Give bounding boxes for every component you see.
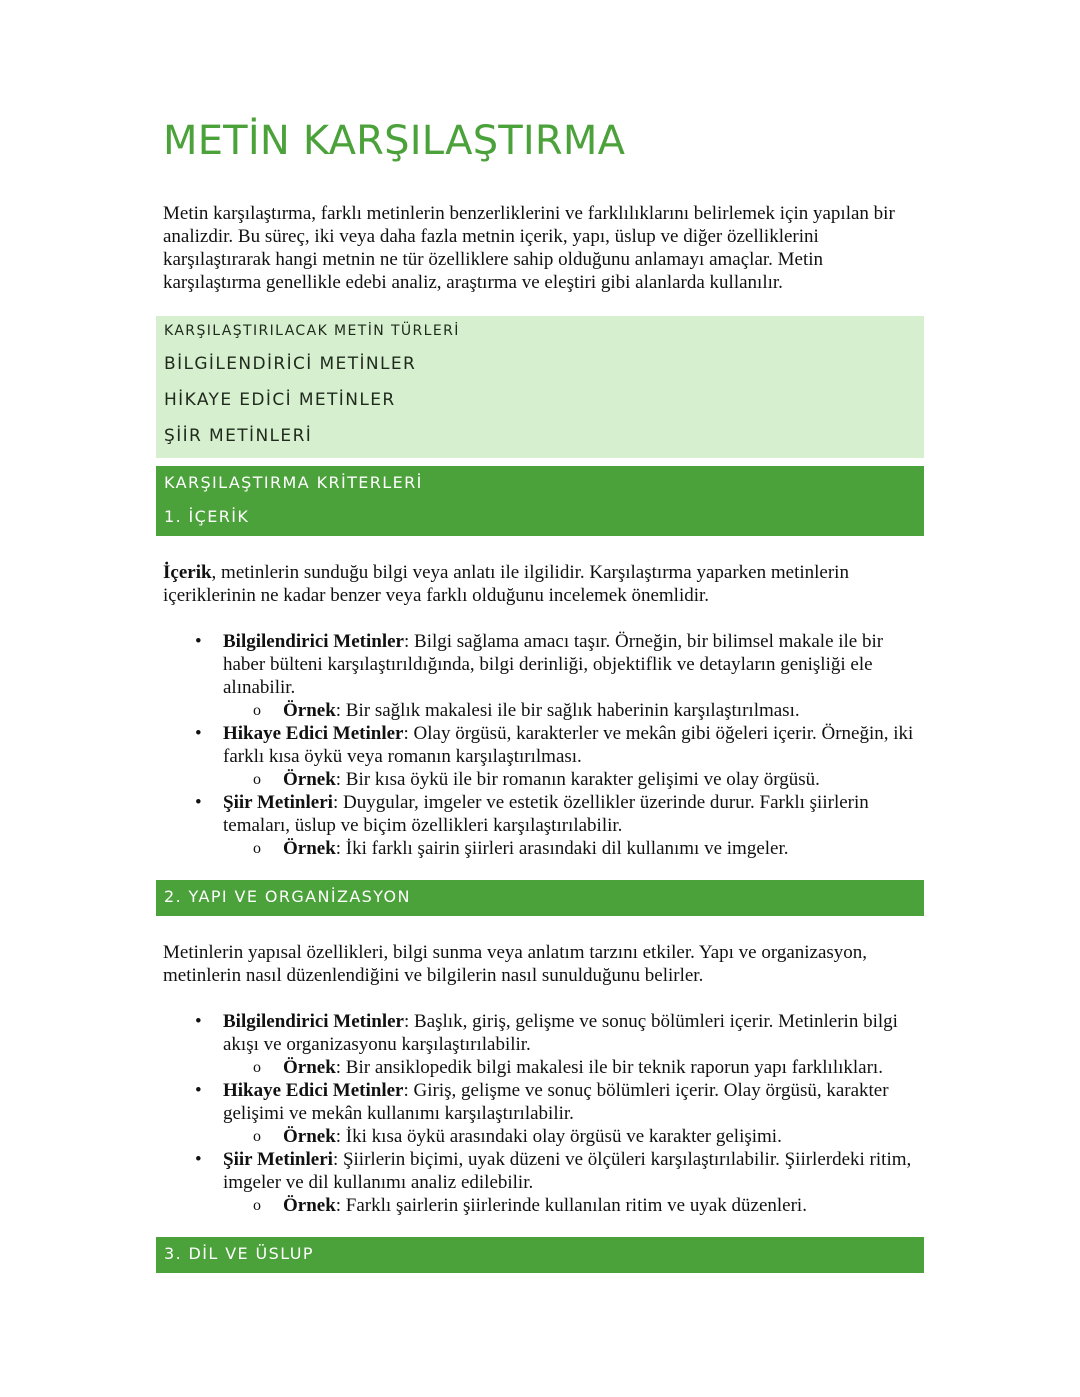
bullet-label: Bilgilendirici Metinler	[223, 631, 404, 652]
example-label: Örnek	[283, 769, 336, 790]
bullet-text: : Giriş, gelişme ve sonuç bölümleri içerir. Olay örgüsü, karakter gelişimi ve mekân kullanımı karşılaştırılabilir.	[223, 1080, 889, 1124]
example-text: : İki farklı şairin şiirleri arasındaki dil kullanımı ve imgeler.	[335, 838, 789, 859]
criteria-heading: KARŞILAŞTIRMA KRİTERLERİ	[164, 473, 423, 492]
bullet-marker: •	[195, 723, 202, 744]
example-item	[223, 1125, 923, 1148]
example-label: Örnek	[283, 1057, 336, 1078]
list-item	[163, 791, 923, 860]
structure-heading: 2. YAPI VE ORGANİZASYON	[164, 887, 411, 906]
text-types-box	[156, 316, 924, 458]
text-type-narrative: HİKAYE EDİCİ METİNLER	[164, 390, 396, 410]
intro-paragraph: Metin karşılaştırma, farklı metinlerin benzerliklerini ve farklılıklarını belirlemek için yapılan bir analizdir. Bu süreç, iki veya daha fazla metnin içerik, yapı, üslup ve diğer özelliklerini karşılaştırarak hangi metnin ne tür özelliklere sahip olduğunu anlamayı amaçlar. Metin karşılaştırma genellikle edebi analiz, araştırma ve eleştiri gibi alanlarda kullanılır.	[163, 203, 895, 293]
language-heading: 3. DİL VE ÜSLUP	[164, 1244, 314, 1263]
list-item	[163, 630, 923, 722]
content-subheading: 1. İÇERİK	[164, 507, 250, 526]
content-lead-paragraph	[163, 561, 913, 607]
text-types-heading: KARŞILAŞTIRILACAK METİN TÜRLERİ	[164, 323, 460, 339]
example-item	[223, 837, 923, 860]
example-text: : İki kısa öykü arasındaki olay örgüsü ve karakter gelişimi.	[335, 1126, 782, 1147]
text-type-poetry: ŞİİR METİNLERİ	[164, 426, 313, 446]
bullet-text: : Bilgi sağlama amacı taşır. Örneğin, bir bilimsel makale ile bir haber bülteni karşılaştırıldığında, bilgi derinliği, objektiflik ve detayların genişliği ele alınabilir.	[223, 631, 884, 698]
list-item	[163, 722, 923, 791]
structure-bullet-list	[163, 1010, 923, 1217]
example-item	[223, 1194, 923, 1217]
list-item	[163, 1079, 923, 1148]
example-text: : Bir sağlık makalesi ile bir sağlık haberinin karşılaştırılması.	[335, 700, 800, 721]
sub-bullet-marker: o	[253, 702, 261, 719]
bullet-label: Hikaye Edici Metinler	[223, 723, 404, 744]
bullet-marker: •	[195, 631, 202, 652]
page-title: METİN KARŞILAŞTIRMA	[163, 118, 626, 164]
sub-list	[223, 837, 923, 860]
sub-bullet-marker: o	[253, 1128, 261, 1145]
bullet-text: : Olay örgüsü, karakterler ve mekân gibi öğeleri içerir. Örneğin, iki farklı kısa öykü veya romanın karşılaştırılması.	[223, 723, 914, 767]
example-label: Örnek	[283, 700, 336, 721]
example-label: Örnek	[283, 838, 336, 859]
bullet-label: Şiir Metinleri	[223, 792, 333, 813]
sub-list	[223, 1056, 923, 1079]
criteria-box	[156, 466, 924, 536]
structure-box	[156, 880, 924, 916]
sub-list	[223, 768, 923, 791]
list-item	[163, 1010, 923, 1079]
example-item	[223, 699, 923, 722]
text-type-informative: BİLGİLENDİRİCİ METİNLER	[164, 354, 417, 374]
bullet-label: Şiir Metinleri	[223, 1149, 333, 1170]
example-text: : Bir kısa öykü ile bir romanın karakter gelişimi ve olay örgüsü.	[335, 769, 820, 790]
content-lead-text: , metinlerin sunduğu bilgi veya anlatı ile ilgilidir. Karşılaştırma yaparken metinlerin içeriklerinin ne kadar benzer veya farklı olduğunu incelemek önemlidir.	[163, 562, 849, 606]
example-label: Örnek	[283, 1126, 336, 1147]
bullet-text: : Duygular, imgeler ve estetik özellikler üzerinde durur. Farklı şiirlerin temaları, üslup ve biçim özellikleri karşılaştırılabilir.	[223, 792, 869, 836]
bullet-label: Hikaye Edici Metinler	[223, 1080, 404, 1101]
language-box	[156, 1237, 924, 1273]
bullet-marker: •	[195, 792, 202, 813]
sub-bullet-marker: o	[253, 840, 261, 857]
bullet-marker: •	[195, 1149, 202, 1170]
sub-list	[223, 1125, 923, 1148]
bullet-text: : Şiirlerin biçimi, uyak düzeni ve ölçüleri karşılaştırılabilir. Şiirlerdeki ritim, imgeler ve dil kullanımı analiz edilebilir.	[223, 1149, 912, 1193]
bullet-label: Bilgilendirici Metinler	[223, 1011, 404, 1032]
bullet-text: : Başlık, giriş, gelişme ve sonuç bölümleri içerir. Metinlerin bilgi akışı ve organizasyonu karşılaştırılabilir.	[223, 1011, 898, 1055]
content-lead-bold: İçerik	[163, 562, 212, 583]
list-item	[163, 1148, 923, 1217]
example-text: : Farklı şairlerin şiirlerinde kullanılan ritim ve uyak düzenleri.	[335, 1195, 807, 1216]
bullet-marker: •	[195, 1011, 202, 1032]
sub-bullet-marker: o	[253, 1197, 261, 1214]
example-label: Örnek	[283, 1195, 336, 1216]
example-item	[223, 1056, 923, 1079]
sub-list	[223, 699, 923, 722]
example-text: : Bir ansiklopedik bilgi makalesi ile bir teknik raporun yapı farklılıkları.	[335, 1057, 883, 1078]
sub-list	[223, 1194, 923, 1217]
content-bullet-list	[163, 630, 923, 860]
structure-lead-paragraph: Metinlerin yapısal özellikleri, bilgi sunma veya anlatım tarzını etkiler. Yapı ve organizasyon, metinlerin nasıl düzenlendiğini ve bilgilerin nasıl sunulduğunu belirler.	[163, 942, 868, 986]
example-item	[223, 768, 923, 791]
sub-bullet-marker: o	[253, 1059, 261, 1076]
bullet-marker: •	[195, 1080, 202, 1101]
sub-bullet-marker: o	[253, 771, 261, 788]
